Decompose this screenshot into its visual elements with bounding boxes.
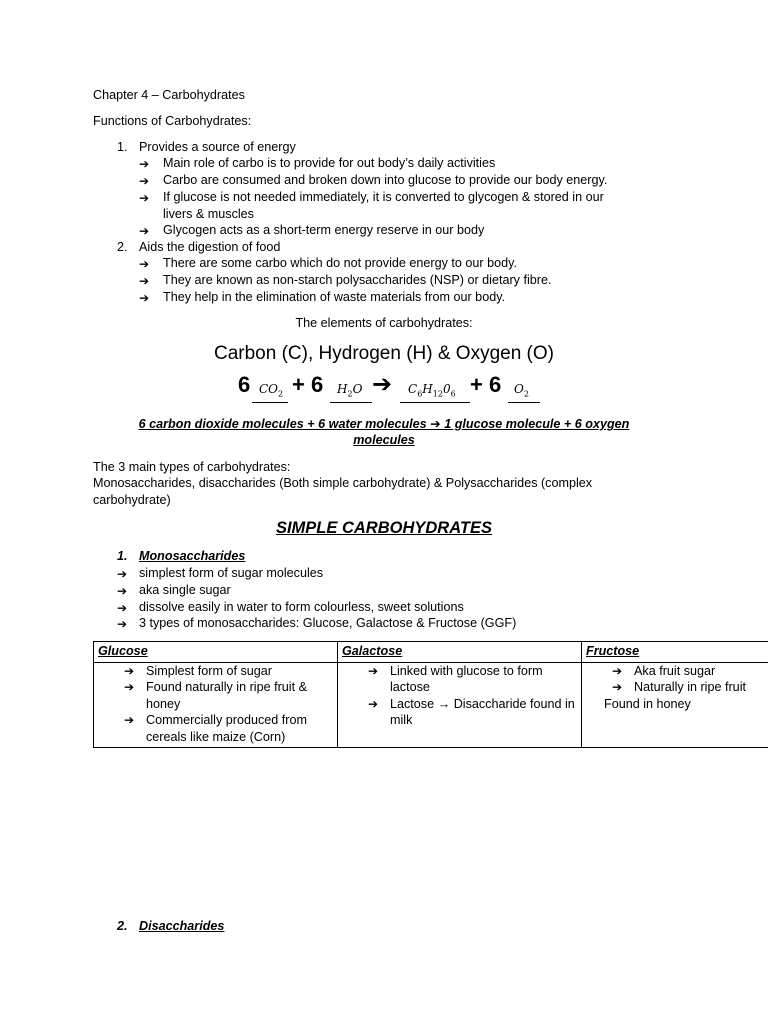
arrow-bullet-icon: ➔ [368,663,379,678]
equation-in-words-cont: molecules [353,433,415,447]
function-title: Provides a source of energy [139,140,296,154]
arrow-bullet-icon: ➔ [124,663,135,678]
list-item-continuation: livers & muscles [163,207,254,221]
list-item-plain: Found in honey [604,696,691,711]
list-item: ➔ Aka fruit sugar [612,663,716,678]
table-cell-glucose [94,662,338,748]
subsection-title: Disaccharides [139,919,225,933]
arrow-bullet-icon: ➔ [139,174,150,188]
chapter-title: Chapter 4 – Carbohydrates [93,88,245,102]
list-item: dissolve easily in water to form colourless, sweet solutions [139,600,464,614]
table-header: Glucose [94,642,338,663]
elements-caption: The elements of carbohydrates: [295,316,473,330]
formula-o2: $O_2$ [514,382,529,399]
list-item: Main role of carbo is to provide for out body’s daily activities [163,156,496,170]
list-item: They are known as non-starch polysaccharides (NSP) or dietary fibre. [163,273,552,287]
formula-glucose: $C_6H_{12}0_6$ [408,382,456,399]
list-item: They help in the elimination of waste materials from our body. [163,290,506,304]
arrow-bullet-icon: ➔ [117,584,128,598]
coefficient: + 6 [470,372,502,397]
list-number: 2. [117,240,128,254]
list-item: ➔ Naturally in ripe fruit [612,680,746,694]
section-heading: SIMPLE CARBOHYDRATES [275,519,493,537]
subsection-title: Monosaccharides [139,549,246,563]
table-header-row [94,642,768,663]
table-cell-fructose [582,662,768,748]
table-cell-galactose [338,662,582,748]
list-number: 1. [117,140,128,154]
coefficient: 6 [238,372,251,397]
list-item: There are some carbo which do not provide energy to our body. [163,256,517,270]
table-header: Galactose [338,642,582,663]
list-item: Carbo are consumed and broken down into glucose to provide our body energy. [163,173,608,187]
arrow-bullet-icon: ➔ [124,680,135,694]
types-text: Monosaccharides, disaccharides (Both simple carbohydrate) & Polysaccharides (complex [93,476,593,490]
list-number: 2. [117,919,128,933]
arrow-bullet-icon: ➔ [368,696,379,711]
list-item: If glucose is not needed immediately, it is converted to glycogen & stored in our [163,190,604,204]
table-header: Fructose [582,642,768,663]
functions-heading: Functions of Carbohydrates: [93,114,252,128]
arrow-bullet-icon: ➔ [139,157,150,171]
arrow-bullet-icon: ➔ [124,713,135,727]
function-title: Aids the digestion of food [139,240,281,254]
arrow-bullet-icon: ➔ [612,680,623,694]
arrow-bullet-icon: ➔ [612,663,623,678]
table-row [94,662,768,748]
arrow-bullet-icon: ➔ [139,191,150,205]
list-item: ➔ Simplest form of sugar [124,663,272,678]
formula-h2o: $H_2O$ [337,382,363,399]
list-item: ➔ Found naturally in ripe fruit & honey [124,680,308,711]
list-item: simplest form of sugar molecules [139,566,324,580]
list-item: ➔ Linked with glucose to form lactose [368,663,543,694]
arrow-bullet-icon: ➔ [117,567,128,581]
types-heading: The 3 main types of carbohydrates: [93,460,291,474]
formula-co2: $CO_2$ [259,382,284,399]
coefficient: + 6 [292,372,324,397]
list-item: ➔ Lactose → Disaccharide found in milk [368,696,575,727]
arrow-bullet-icon: ➔ [139,224,150,238]
arrow-bullet-icon: ➔ [117,617,128,631]
arrow-bullet-icon: ➔ [139,274,150,288]
arrow-bullet-icon: ➔ [117,601,128,615]
list-item: Glycogen acts as a short-term energy reserve in our body [163,223,485,237]
elements-heading: Carbon (C), Hydrogen (H) & Oxygen (O) [214,343,554,364]
equation-in-words: 6 carbon dioxide molecules + 6 water molecules ➔ 1 glucose molecule + 6 oxygen [138,417,630,431]
arrow-bullet-icon: ➔ [139,257,150,271]
list-item: aka single sugar [139,583,231,597]
photosynthesis-equation [0,370,768,408]
monosaccharides-table [93,641,768,748]
list-item: 3 types of monosaccharides: Glucose, Galactose & Fructose (GGF) [139,616,517,630]
reaction-arrow-icon: ➔ [372,370,393,398]
list-item: ➔ Commercially produced from cereals like maize (Corn) [124,713,307,744]
arrow-bullet-icon: ➔ [139,291,150,305]
list-number: 1. [117,549,128,563]
types-text-cont: carbohydrate) [93,493,171,507]
